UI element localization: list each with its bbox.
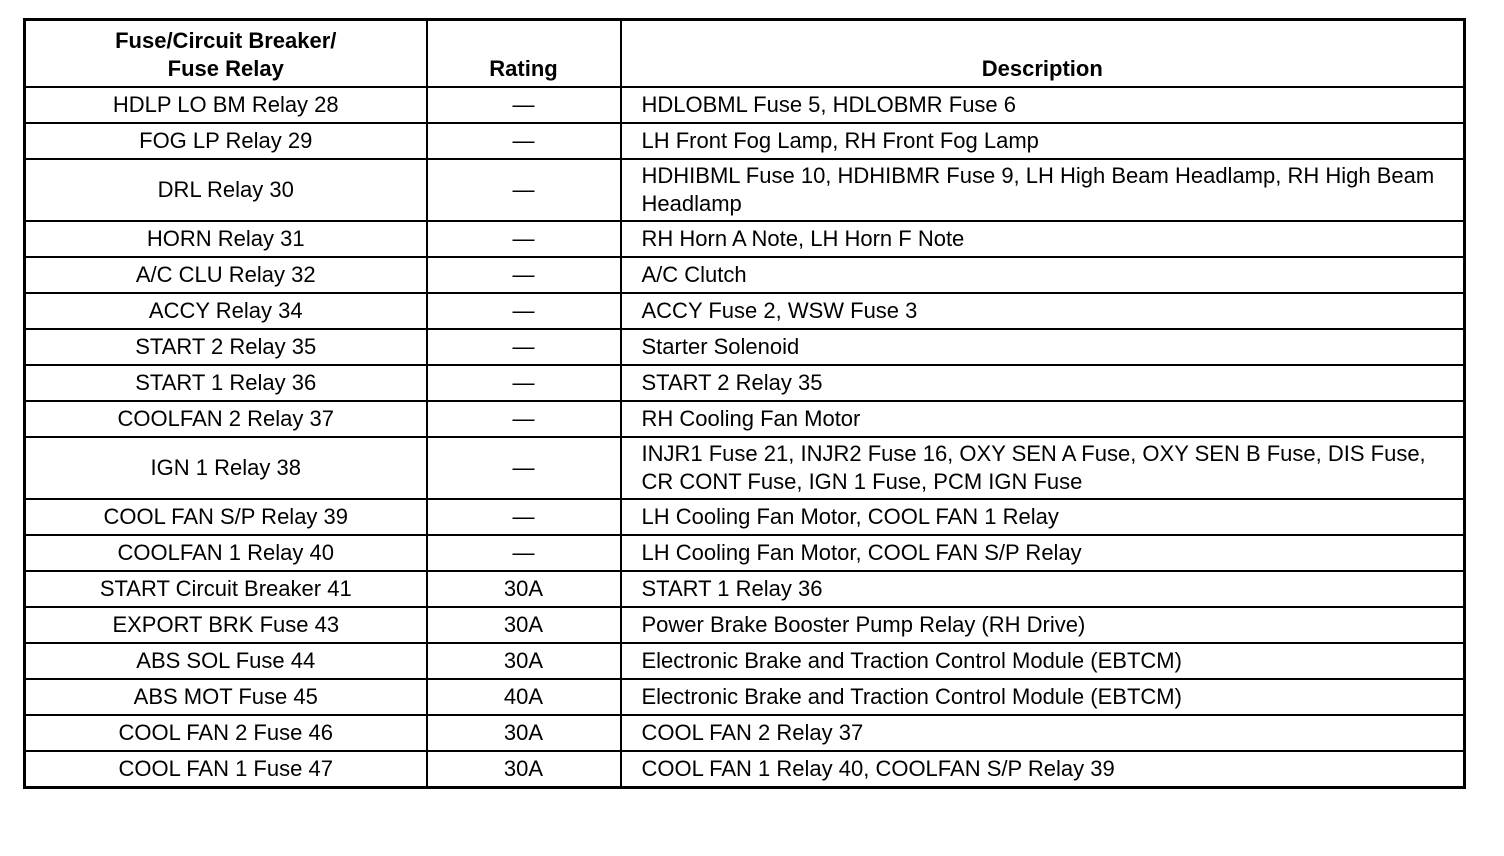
table-row [25,751,1465,788]
name-cell: COOL FAN 2 Fuse 46 [25,715,427,751]
rating-cell: — [427,329,621,365]
table-row [25,221,1465,257]
table-row [25,293,1465,329]
name-cell: HDLP LO BM Relay 28 [25,87,427,123]
name-cell: COOLFAN 2 Relay 37 [25,401,427,437]
name-cell: FOG LP Relay 29 [25,123,427,159]
name-cell: HORN Relay 31 [25,221,427,257]
fuse-relay-table [23,18,1466,789]
name-cell: START 1 Relay 36 [25,365,427,401]
name-cell: COOL FAN S/P Relay 39 [25,499,427,535]
description-cell: Electronic Brake and Traction Control Module (EBTCM) [621,643,1465,679]
description-cell: Starter Solenoid [621,329,1465,365]
rating-cell: — [427,365,621,401]
rating-cell: — [427,437,621,499]
table-row [25,257,1465,293]
table-row [25,123,1465,159]
table-row [25,607,1465,643]
header-name-line1: Fuse/Circuit Breaker/ [115,28,337,53]
table-row [25,715,1465,751]
rating-cell: — [427,293,621,329]
description-cell: COOL FAN 2 Relay 37 [621,715,1465,751]
description-cell: HDHIBML Fuse 10, HDHIBMR Fuse 9, LH High Beam Headlamp, RH High Beam Headlamp [621,159,1465,221]
description-cell: Electronic Brake and Traction Control Module (EBTCM) [621,679,1465,715]
name-cell: IGN 1 Relay 38 [25,437,427,499]
table-header [25,20,1465,88]
header-name-line2: Fuse Relay [167,56,284,81]
header-name [25,20,427,88]
name-cell: ABS MOT Fuse 45 [25,679,427,715]
description-cell: HDLOBML Fuse 5, HDLOBMR Fuse 6 [621,87,1465,123]
table-row [25,643,1465,679]
description-cell: LH Cooling Fan Motor, COOL FAN 1 Relay [621,499,1465,535]
rating-cell: 30A [427,715,621,751]
rating-cell: 30A [427,751,621,788]
description-cell: COOL FAN 1 Relay 40, COOLFAN S/P Relay 39 [621,751,1465,788]
table-row [25,535,1465,571]
table-row [25,365,1465,401]
rating-cell: — [427,499,621,535]
rating-cell: 30A [427,571,621,607]
table-row [25,329,1465,365]
table-row [25,401,1465,437]
table-row [25,87,1465,123]
rating-cell: — [427,87,621,123]
description-cell: RH Cooling Fan Motor [621,401,1465,437]
name-cell: ACCY Relay 34 [25,293,427,329]
rating-cell: 30A [427,643,621,679]
description-cell: LH Front Fog Lamp, RH Front Fog Lamp [621,123,1465,159]
name-cell: COOL FAN 1 Fuse 47 [25,751,427,788]
rating-cell: 40A [427,679,621,715]
rating-cell: — [427,401,621,437]
table-row [25,437,1465,499]
rating-cell: — [427,159,621,221]
description-cell: LH Cooling Fan Motor, COOL FAN S/P Relay [621,535,1465,571]
name-cell: COOLFAN 1 Relay 40 [25,535,427,571]
table-row [25,571,1465,607]
description-cell: INJR1 Fuse 21, INJR2 Fuse 16, OXY SEN A Fuse, OXY SEN B Fuse, DIS Fuse, CR CONT Fuse, IGN 1 Fuse, PCM IGN Fuse [621,437,1465,499]
name-cell: START Circuit Breaker 41 [25,571,427,607]
table-row [25,499,1465,535]
name-cell: EXPORT BRK Fuse 43 [25,607,427,643]
header-row [25,20,1465,88]
description-cell: ACCY Fuse 2, WSW Fuse 3 [621,293,1465,329]
name-cell: ABS SOL Fuse 44 [25,643,427,679]
name-cell: A/C CLU Relay 32 [25,257,427,293]
table-row [25,679,1465,715]
table-body [25,87,1465,788]
description-cell: START 2 Relay 35 [621,365,1465,401]
description-cell: RH Horn A Note, LH Horn F Note [621,221,1465,257]
header-rating: Rating [427,20,621,88]
rating-cell: — [427,221,621,257]
header-description: Description [621,20,1465,88]
description-cell: Power Brake Booster Pump Relay (RH Drive) [621,607,1465,643]
name-cell: DRL Relay 30 [25,159,427,221]
rating-cell: — [427,535,621,571]
name-cell: START 2 Relay 35 [25,329,427,365]
description-cell: A/C Clutch [621,257,1465,293]
table-row [25,159,1465,221]
rating-cell: — [427,123,621,159]
description-cell: START 1 Relay 36 [621,571,1465,607]
rating-cell: — [427,257,621,293]
rating-cell: 30A [427,607,621,643]
